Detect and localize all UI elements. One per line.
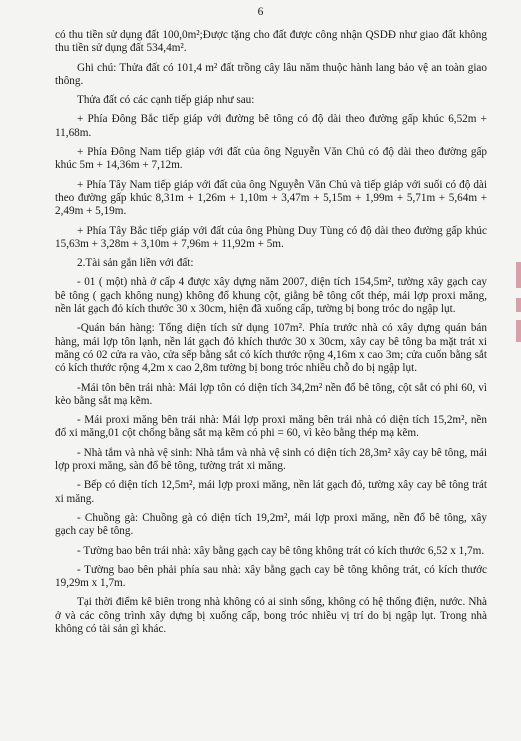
paragraph-land-use-fee: có thu tiền sử dụng đất 100,0m²;Được tặng cho đất được công nhận QSDĐ như giao đất không thu tiền sử dụng đất 534,4m². xyxy=(55,29,487,55)
seal-edge-mark xyxy=(516,320,521,342)
seal-edge-mark xyxy=(516,298,521,312)
page-number: 6 xyxy=(257,6,264,18)
paragraph-kitchen: - Bếp có diện tích 12,5m², mái lợp proxi măng, nền lát gạch đỏ, tường xây cay bê tông trát xi măng. xyxy=(55,479,487,505)
paragraph-rear-right-wall: - Tường bao bên phải phía sau nhà: xây bằng gạch cay bê tông không trát, có kích thước 19,29m x 1,7m. xyxy=(55,563,487,590)
paragraph-northwest-boundary: + Phía Tây Bắc tiếp giáp với đất của ông Phùng Duy Tùng có độ dài theo đường gấp khúc 15,63m + 3,28m + 3,10m + 7,96m + 11,92m + 5m. xyxy=(55,224,487,250)
paragraph-house: - 01 ( một) nhà ở cấp 4 được xây dựng năm 2007, diện tích 154,5m², tường xây gạch cay bê tông ( gạch không nung) không đổ khung cột, giằng bê tông cốt thép, mái lợp proxi măng, nền lát gạch đỏ kích thước 30 x 30cm, hiện đã xuống cấp, tường bị bong tróc do ngập lụt. xyxy=(55,276,487,316)
paragraph-tin-roof: -Mái tôn bên trái nhà: Mái lợp tôn có diện tích 34,2m² nền đổ bê tông, cột sắt có phi 60, vì kèo bằng sắt mạ kẽm. xyxy=(55,381,487,407)
paragraph-status: Tại thời điểm kê biên trong nhà không có ai sinh sống, không có hệ thống điện, nước. Nhà ở và các công trình xây dựng bị xuống cấp, bong tróc nhiều vị trí do bị ngập lụt. Trong nhà không có tài sản gì khác. xyxy=(55,596,487,635)
paragraph-boundaries-intro: Thửa đất có các cạnh tiếp giáp như sau: xyxy=(77,94,255,107)
paragraph-northeast-boundary: + Phía Đông Bắc tiếp giáp với đường bê tông có độ dài theo đường gấp khúc 6,52m + 11,68m. xyxy=(55,113,487,139)
paragraph-chicken-coop: - Chuồng gà: Chuồng gà có diện tích 19,2m², mái lợp proxi măng, nền đổ bê tông, xây gạch cay bê tông. xyxy=(55,511,487,538)
paragraph-southeast-boundary: + Phía Đông Nam tiếp giáp với đất của ông Nguyễn Văn Chủ có độ dài theo đường gấp khúc 5m + 14,36m + 7,12m. xyxy=(55,146,487,172)
paragraph-southwest-boundary: + Phía Tây Nam tiếp giáp với đất của ông Nguyễn Văn Chủ và tiếp giáp với suối có độ dài theo đường gấp khúc 8,31m + 1,26m + 1,10m + 3,47m + 5,15m + 1,99m + 5,71m + 5,64m + 2,49m + 5,19m. xyxy=(55,178,487,218)
section-heading-assets: 2.Tài sản gắn liền với đất: xyxy=(77,257,194,270)
paragraph-left-wall: - Tường bao bên trái nhà: xây bằng gạch cay bê tông không trát có kích thước 6,52 x 1,7m. xyxy=(77,544,485,557)
paragraph-bathroom: - Nhà tắm và nhà vệ sinh: Nhà tắm và nhà vệ sinh có diện tích 28,3m² xây cay bê tông, mái lợp proxi măng, sàn đổ bê tông, tường trát xi măng. xyxy=(55,446,487,473)
paragraph-shop: -Quán bán hàng: Tổng diện tích sử dụng 107m². Phía trước nhà có xây dựng quán bán hàng, mái lợp tôn lạnh, nền lát gạch đỏ khích thước 30 x 30cm, xây cay bê tông ba mặt trát xi măng có 02 cửa ra vào, cửa sếp bằng sắt có kích thước rộng 4,16m x cao 3m; cửa cuốn bằng sắt có kích thước rộng 4,2m x cao 2,8m tường bị bong tróc nhiều chỗ do bị ngập lụt. xyxy=(55,322,487,375)
paragraph-proxi-roof: - Mái proxi măng bên trái nhà: Mái lợp proxi măng bên trái nhà có diện tích 15,2m², nền đổ xi măng,01 cột chống bằng sắt mạ kẽm có phi = 60, vì kèo bằng thép mạ kẽm. xyxy=(55,414,487,440)
paragraph-note: Ghi chú: Thửa đất có 101,4 m² đất trồng cây lâu năm thuộc hành lang bảo vệ an toàn giao thông. xyxy=(55,61,487,87)
seal-edge-mark xyxy=(516,262,521,288)
document-body xyxy=(55,29,487,642)
